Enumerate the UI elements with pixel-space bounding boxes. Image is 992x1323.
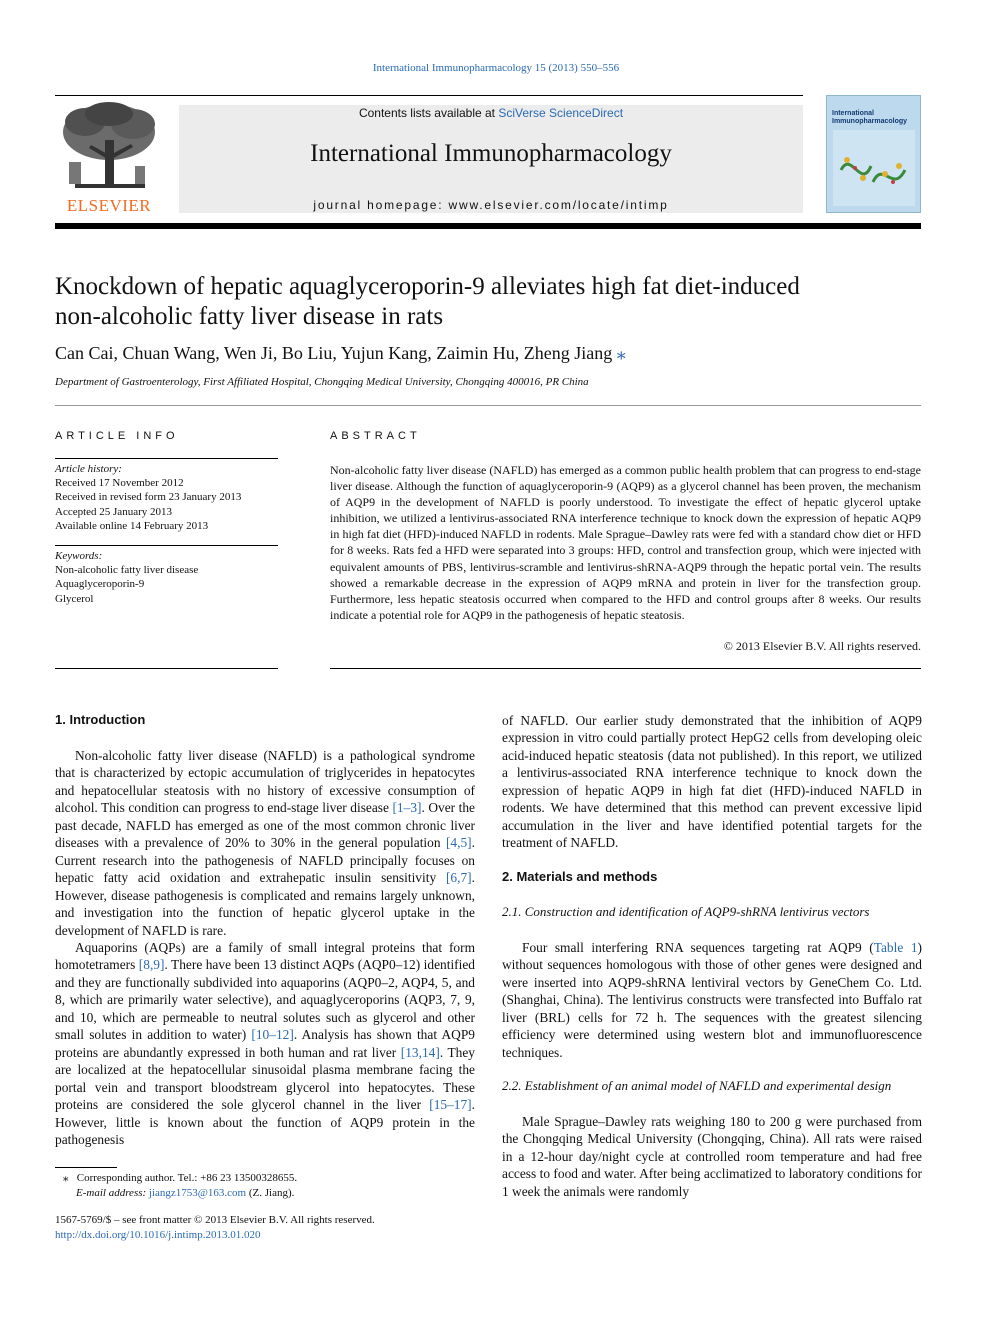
article-info-heading: ARTICLE INFO	[55, 430, 179, 442]
issn-line: 1567-5769/$ – see front matter © 2013 Elsevier B.V. All rights reserved.	[55, 1214, 375, 1226]
intro-paragraph-1: Non-alcoholic fatty liver disease (NAFLD) is a pathological syndrome that is characterized by ectopic accumulation of triglycerides in hepatocytes and hepatocellular steatosis with no history of excessive consumption of alcohol. This condition can progress to end-stage liver disease [1–3]. Over the past decade, NAFLD has emerged as one of the most common chronic liver diseases with a prevalence of 20% to 30% in the general population [4,5]. Current research into the pathogenesis of NAFLD principally focuses on hepatic fatty acid oxidation and extrahepatic insulin sensitivity [6,7]. However, disease pathogenesis is complicated and remains largely unknown, and investigation into the function of hepatic glycerol uptake in the development of NAFLD is rare.	[55, 748, 475, 938]
subsection-heading-2-2: 2.2. Establishment of an animal model of NAFLD and experimental design	[502, 1078, 892, 1093]
methods-paragraph-2: Male Sprague–Dawley rats weighing 180 to 200 g were purchased from the Chongqing Medical University (Chongqing, China). All rats were raised in a 12-hour day/night cycle at controlled room temperature and had free access to food and water. After being acclimatized to laboratory conditions for 1 week the animals were randomly	[502, 1114, 922, 1199]
history-revised: Received in revised form 23 January 2013	[55, 491, 242, 504]
abstract-heading: ABSTRACT	[330, 430, 421, 442]
contents-prefix: Contents lists available at	[358, 106, 499, 120]
keywords-block	[55, 549, 278, 606]
author-list	[55, 343, 915, 364]
corresponding-footnote	[55, 1171, 475, 1201]
methods-paragraph-1: Four small interfering RNA sequences targeting rat AQP9 (Table 1) without sequences homologous with those of other genes were designed and were inserted into AQP9-shRNA lentiviral vectors by GeneChem Co. Ltd. (Shanghai, China). The lentivirus constructs were transfected into Buffalo rat liver (BRL) cells for 72 h. The sequences with the greatest silencing efficiency were determined using western blot and immunofluorescence techniques.	[502, 940, 922, 1060]
keywords-rule	[55, 545, 278, 546]
intro-paragraph-3: of NAFLD. Our earlier study demonstrated that the inhibition of AQP9 expression in vitro could partially protect HepG2 cells from developing oleic acid-induced hepatic steatosis (data not published). In this report, we utilized a lentivirus-associated RNA interference technique to knock down the expression of hepatic AQP9 in high fat diet (HFD)-induced NAFLD in rodents. We have determined that this method can prevent excessive lipid accumulation in the liver and have identified potential targets for the treatment of NAFLD.	[502, 713, 922, 851]
abstract-bottom-rule	[330, 668, 921, 669]
corresponding-author-mark[interactable]: ⁎	[616, 343, 626, 363]
table-link[interactable]: Table 1	[873, 940, 918, 955]
authors-names: Can Cai, Chuan Wang, Wen Ji, Bo Liu, Yujun Kang, Zaimin Hu, Zheng Jiang	[55, 343, 613, 363]
section-heading-methods: 2. Materials and methods	[502, 869, 658, 884]
header-thick-rule	[55, 223, 921, 229]
elsevier-wordmark: ELSEVIER	[66, 196, 152, 215]
title-divider	[55, 405, 921, 406]
journal-cover-thumbnail	[826, 95, 921, 213]
introduction-body	[55, 747, 475, 1148]
footnote-rule	[55, 1167, 117, 1168]
cover-title: International Immunopharmacology	[832, 110, 908, 125]
citation-link[interactable]: [4,5]	[445, 835, 472, 851]
contents-line	[179, 106, 803, 120]
history-received: Received 17 November 2012	[55, 477, 184, 490]
subsection-2-1-body	[502, 939, 922, 1061]
front-matter-info	[55, 1213, 475, 1243]
journal-reference[interactable]: International Immunopharmacology 15 (2013) 550–556	[372, 62, 620, 74]
citation-link[interactable]: [8,9]	[138, 957, 165, 973]
article-title	[55, 272, 915, 332]
citation-link[interactable]: [10–12]	[251, 1027, 294, 1043]
journal-title: International Immunopharmacology	[310, 140, 672, 167]
history-accepted: Accepted 25 January 2013	[55, 505, 172, 518]
keyword-item: Non-alcoholic fatty liver disease	[55, 564, 199, 577]
subsection-heading-2-1: 2.1. Construction and identification of AQP9-shRNA lentivirus vectors	[502, 904, 870, 919]
corresponding-author-info: Corresponding author. Tel.: +86 23 13500328655.	[76, 1172, 298, 1184]
history-label: Article history:	[55, 463, 122, 475]
email-suffix: (Z. Jiang).	[246, 1187, 295, 1199]
keyword-item: Glycerol	[55, 592, 94, 605]
title-line-2: non-alcoholic fatty liver disease in rats	[55, 303, 444, 330]
journal-homepage[interactable]: journal homepage: www.elsevier.com/locate/intimp	[313, 198, 669, 212]
abstract-text: Non-alcoholic fatty liver disease (NAFLD) has emerged as a common public health problem that can progress to end-stage liver disease. Although the function of aquaglyceroporin-9 (AQP9) as a glycerol channel has been proven, the mechanism of AQP9 in the development of NAFLD is poorly understood. To investigate the effect of hepatic glycerol uptake inhibition, we utilized a lentivirus-associated RNA interference technique to knock down the expression of hepatic AQP9 in high fat diet (HFD)-induced NAFLD in rodents. Male Sprague–Dawley rats were fed with a standard chow diet or HFD for 8 weeks. Rats fed a HFD were separated into 3 groups: HFD, control and transfection group, which were injected with equivalent amounts of PBS, lentivirus-scramble and lentivirus-shRNA-AQP9 through the hepatic portal vein. The results showed a remarkable decrease in the expression of AQP9 mRNA and protein in liver for the transfection group. Furthermore, less hepatic steatosis occurred when compared to the HFD and control groups after 8 weeks. Our results indicate a potential role for AQP9 in the pathogenesis of hepatic steatosis.	[330, 463, 921, 622]
title-line-1: Knockdown of hepatic aquaglyceroporin-9 alleviates high fat diet-induced	[55, 273, 800, 300]
intro-paragraph-2: Aquaporins (AQPs) are a family of small integral proteins that form homotetramers [8,9]. There have been 13 distinct AQPs (AQP0–12) identified and they are functionally subdivided into aquaporins (AQP0–2, AQP4, 5, and 8, which are primarily water selective), and aquaglyceroporins (AQP3, 7, 9, and 10, which are permeable to neutral solutes such as glycerol and other small solutes in addition to water) [10–12]. Analysis has shown that AQP9 proteins are abundantly expressed in both human and rat liver [13,14]. They are localized at the hepatocellular sinusoidal plasma membrane facing the portal vein and transport bloodstream glycerol into hepatocytes. These proteins are considered the sole glycerol channel in the liver [15–17]. However, little is known about the function of AQP9 protein in the pathogenesis	[55, 939, 475, 1147]
doi-link[interactable]: http://dx.doi.org/10.1016/j.intimp.2013.01.020	[55, 1229, 261, 1241]
keyword-item: Aquaglyceroporin-9	[55, 578, 145, 591]
footnote-mark: ⁎	[63, 1172, 69, 1184]
header-rule	[55, 95, 803, 96]
article-history	[55, 462, 278, 533]
right-column-intro-continued	[502, 712, 922, 852]
citation-link[interactable]: [6,7]	[445, 870, 472, 886]
affiliation: Department of Gastroenterology, First Affiliated Hospital, Chongqing Medical University, Chongqing 400016, PR China	[55, 376, 589, 388]
article-info-bottom-rule	[55, 668, 278, 669]
article-info-rule	[55, 458, 278, 459]
abstract-copyright: © 2013 Elsevier B.V. All rights reserved.	[723, 639, 921, 653]
keywords-label: Keywords:	[55, 550, 103, 562]
cover-illustration-icon	[833, 130, 915, 206]
subsection-2-2-body	[502, 1113, 922, 1200]
sciencedirect-link[interactable]: SciVerse ScienceDirect	[498, 106, 624, 120]
email-link[interactable]: jiangz1753@163.com	[148, 1187, 247, 1199]
citation-link[interactable]: [15–17]	[429, 1097, 472, 1113]
section-heading-introduction: 1. Introduction	[55, 712, 146, 727]
email-label: E-mail address:	[76, 1187, 149, 1199]
history-online: Available online 14 February 2013	[55, 519, 209, 532]
citation-link[interactable]: [13,14]	[400, 1044, 440, 1060]
citation-link[interactable]: [1–3]	[392, 800, 422, 816]
